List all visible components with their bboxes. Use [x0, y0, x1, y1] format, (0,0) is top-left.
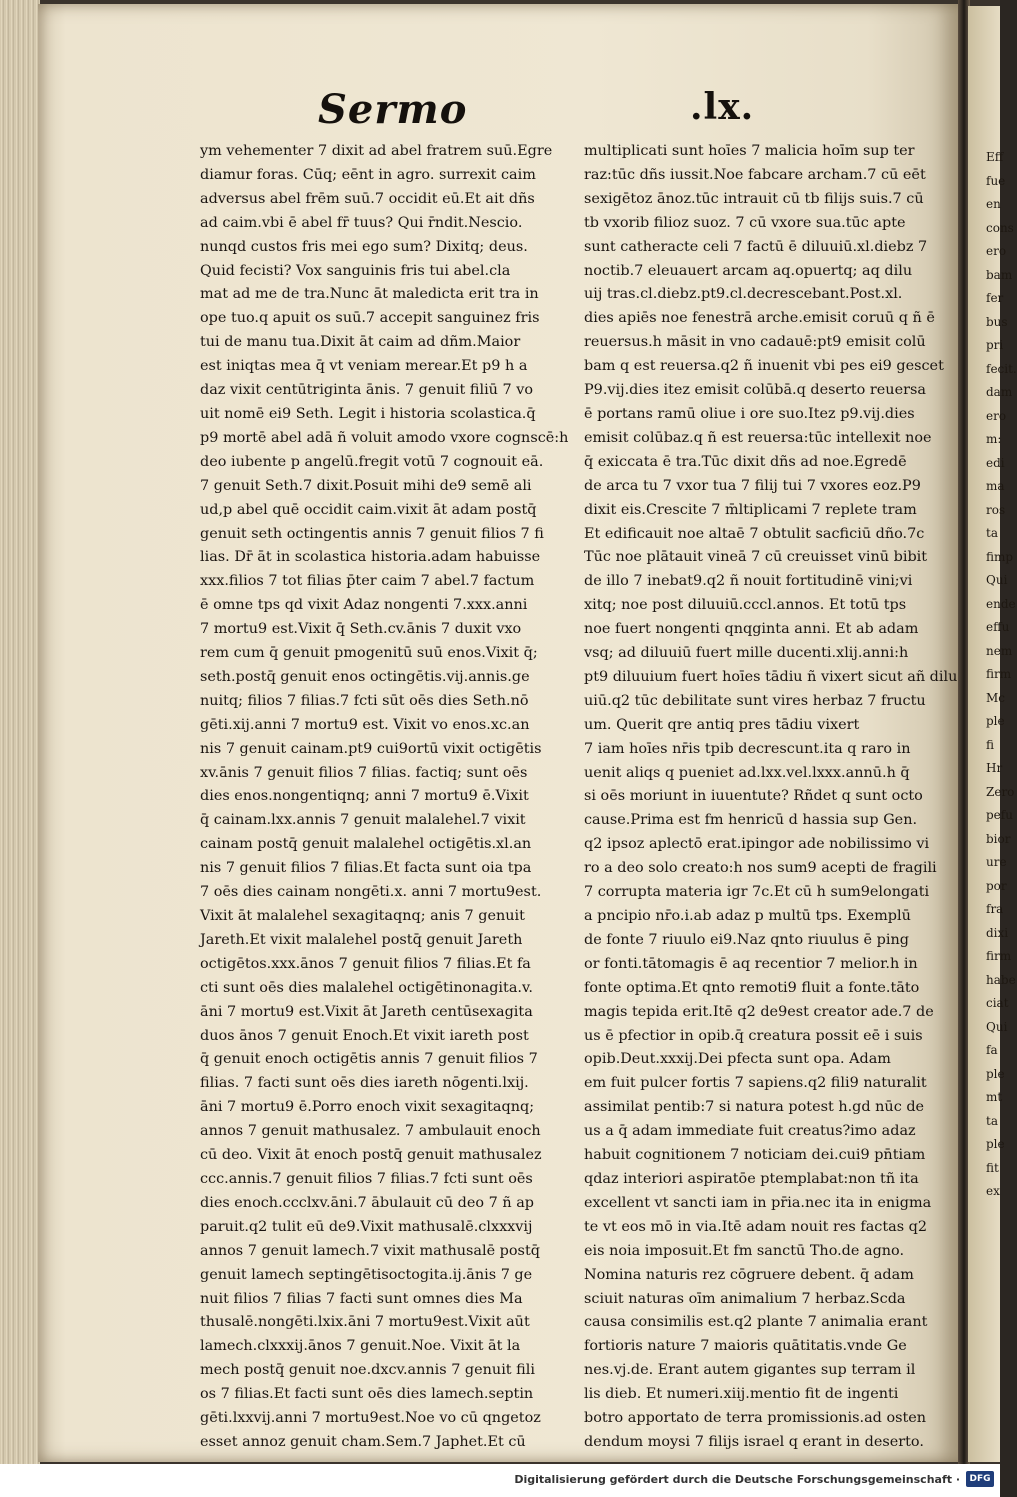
text-line: emisit colūbaz.q ñ est reuersa:tūc intellexit noe	[584, 429, 932, 446]
text-line: em fuit pulcer fortis 7 sapiens.q2 fili9 naturalit	[584, 1075, 927, 1092]
text-line: Quid fecisti? Vox sanguinis fris tui abel.cla	[200, 262, 511, 279]
text-line: thusalē.nongēti.lxix.āni 7 mortu9est.Vixit aūt	[200, 1314, 530, 1331]
text-line: cū deo. Vixit āt enoch postq̄ genuit mathusalez	[200, 1147, 542, 1164]
text-line: vsq; ad diluuiū fuert mille ducenti.xlij.anni:h	[584, 645, 909, 662]
text-line: de fonte 7 riuulo ei9.Naz qnto riuulus ē ping	[584, 931, 909, 948]
text-line: uij tras.cl.diebz.pt9.cl.decrescebant.Post.xl.	[584, 286, 903, 303]
text-line: qdaz interiori aspiratōe ptemplabat:non tñ ita	[584, 1170, 919, 1187]
text-line: dixit eis.Crescite 7 m̄ltiplicami 7 replete tram	[584, 501, 917, 518]
text-line: um. Querit qre antiq pres tādiu vixert	[584, 716, 860, 733]
text-line: fortioris nature 7 maioris quātitatis.vnde Ge	[584, 1338, 907, 1355]
text-line: nis 7 genuit filios 7 filias.Et facta sunt oia tpa	[200, 860, 532, 877]
text-column-right	[584, 140, 958, 1455]
text-line: us a q̄ adam immediate fuit creatus?imo adaz	[584, 1123, 916, 1140]
text-line: tb vxorib filioz suoz. 7 cū vxore sua.tūc apte	[584, 214, 906, 231]
text-line: adversus abel frēm suū.7 occidit eū.Et ait dñs	[200, 190, 535, 207]
text-line: cause.Prima est fm henricū d hassia sup Gen.	[584, 812, 918, 829]
text-line: sunt catheracte celi 7 factū ē diluuiū.xl.diebz 7	[584, 238, 928, 255]
text-line: nuitq; filios 7 filias.7 fcti sūt oēs dies Seth.nō	[200, 692, 529, 709]
text-line: dendum moysi 7 filijs israel q erant in deserto.	[584, 1433, 924, 1450]
text-line: de illo 7 inebat9.q2 ñ nouit fortitudinē vini;vi	[584, 573, 913, 590]
book-page-edges	[0, 0, 40, 1464]
text-line: q̄ cainam.lxx.annis 7 genuit malalehel.7 vixit	[200, 812, 526, 829]
text-line: assimilat pentib:7 si natura potest h.gd nūc de	[584, 1099, 925, 1116]
text-line: ro a deo solo creato:h nos sum9 acepti de fragili	[584, 860, 937, 877]
text-line: 7 iam hoīes nr̄is tpib decrescunt.ita q raro in	[584, 740, 911, 757]
text-line: dies enoch.ccclxv.āni.7 ābulauit cū deo 7 ñ ap	[200, 1194, 534, 1211]
text-line: ud,p abel quē occidit caim.vixit āt adam postq̄	[200, 501, 537, 518]
text-line: gēti.xij.anni 7 mortu9 est. Vixit vo enos.xc.an	[200, 716, 530, 733]
text-line: deo iubente p angelū.fregit votū 7 cognouit eā.	[200, 453, 544, 470]
text-column-left	[200, 140, 569, 1455]
text-line: paruit.q2 tulit eū de9.Vixit mathusalē.clxxxvij	[200, 1218, 533, 1235]
text-line: nis 7 genuit cainam.pt9 cui9ortū vixit octigētis	[200, 740, 542, 757]
text-line: bam q est reuersa.q2 ñ inuenit vbi pes ei9 gescet	[584, 358, 944, 375]
text-line: cainam postq̄ genuit malalehel octigētis.xl.an	[200, 836, 532, 853]
facing-page-fragment	[968, 6, 1017, 1462]
text-line: us ē pfectior in opib.q̄ creatura possit eē i suis	[584, 1027, 923, 1044]
text-line: opib.Deut.xxxij.Dei pfecta sunt opa. Adam	[584, 1051, 891, 1068]
text-line: est iniqtas mea q̄ vt veniam merear.Et p9 h a	[200, 358, 528, 375]
text-line: noctib.7 eleuauert arcam aq.opuertq; aq dilu	[584, 262, 913, 279]
text-line: te vt eos mō in via.Itē adam nouit res factas q2	[584, 1218, 928, 1235]
text-line: Tūc noe plātauit vineā 7 cū creuisset vinū bibit	[584, 549, 928, 566]
text-line: lis dieb. Et numeri.xiij.mentio fit de ingenti	[584, 1386, 899, 1403]
text-line: botro apportato de terra promissionis.ad osten	[584, 1410, 927, 1427]
text-line: Jareth.Et vixit malalehel postq̄ genuit Jareth	[200, 931, 523, 948]
text-line: octigētos.xxx.ānos 7 genuit filios 7 filias.Et fa	[200, 955, 531, 972]
text-line: Nomina naturis rez cōgruere debent. q̄ adam	[584, 1266, 914, 1283]
text-line: sexigētoz ānoz.tūc intrauit cū tb filijs suis.7 cū	[584, 190, 924, 207]
text-line: xv.ānis 7 genuit filios 7 filias. factiq; sunt oēs	[200, 764, 528, 781]
text-line: reuersus.h māsit in vno cadauē:pt9 emisit colū	[584, 334, 926, 351]
text-line: seth.postq̄ genuit enos octingētis.vij.annis.ge	[200, 668, 530, 685]
text-line: xitq; noe post diluuiū.cccl.annos. Et totū tps	[584, 597, 907, 614]
text-line: ē portans ramū oliue i ore suo.Itez p9.vij.dies	[584, 405, 915, 422]
text-line: or fonti.tātomagis ē aq recentior 7 melior.h in	[584, 955, 918, 972]
text-line: uiū.q2 tūc debilitate sunt vires herbaz 7 fructu	[584, 692, 926, 709]
facing-page-text: Eff fue en cons ero bam fer bus pri fecit. dam ero m: edi ma ros ta fimp Qui ende effu nem firm Mc ple fi Hr Zero pefu bior ure por fra dixi firm habe ciat Qui fa ple mt ta ple fit ex	[986, 150, 1017, 1198]
text-line: mat ad me de tra.Nunc āt maledicta erit tra in	[200, 286, 539, 303]
text-line: causa consimilis est.q2 plante 7 animalia erant	[584, 1314, 928, 1331]
text-line: noe fuert nongenti qnqginta anni. Et ab adam	[584, 621, 919, 638]
text-line: sciuit naturas oīm animalium 7 herbaz.Scda	[584, 1290, 906, 1307]
text-line: os 7 filias.Et facti sunt oēs dies lamech.septin	[200, 1386, 534, 1403]
text-line: daz vixit centūtriginta ānis. 7 genuit filiū 7 vo	[200, 382, 534, 399]
text-line: gēti.lxxvij.anni 7 mortu9est.Noe vo cū qngetoz	[200, 1410, 541, 1427]
text-line: pt9 diluuium fuert hoīes tādiu ñ vixert sicut añ dilu	[584, 668, 958, 685]
running-head-right: .lx.	[690, 86, 755, 128]
text-line: genuit seth octingentis annis 7 genuit filios 7 fi	[200, 525, 544, 542]
text-line: q2 ipsoz aplectō erat.ipingor ade nobilissimo vi	[584, 836, 930, 853]
text-line: ad caim.vbi ē abel fr̄ tuus? Qui r̄ndit.Nescio.	[200, 214, 523, 231]
text-line: q̄ genuit enoch octigētis annis 7 genuit filios 7	[200, 1051, 538, 1068]
text-line: lamech.clxxxij.ānos 7 genuit.Noe. Vixit āt la	[200, 1338, 521, 1355]
text-line: cti sunt oēs dies malalehel octigētinonagita.v.	[200, 979, 533, 996]
dfg-logo-icon: DFG	[966, 1471, 994, 1487]
text-line: fonte optima.Et qnto remoti9 fluit a fonte.tāto	[584, 979, 920, 996]
text-line: magis tepida erit.Itē q2 de9est creator ade.7 de	[584, 1003, 934, 1020]
text-line: ē omne tps qd vixit Adaz nongenti 7.xxx.anni	[200, 597, 528, 614]
footer-credit: Digitalisierung gefördert durch die Deutsche Forschungsgemeinschaft ·	[514, 1473, 960, 1486]
text-line: annos 7 genuit lamech.7 vixit mathusalē postq̄	[200, 1242, 540, 1259]
text-line: habuit cognitionem 7 noticiam dei.cui9 pn̄tiam	[584, 1147, 926, 1164]
text-line: ope tuo.q apuit os suū.7 accepit sanguinez fris	[200, 310, 540, 327]
text-line: dies apiēs noe fenestrā arche.emisit coruū q ñ ē	[584, 310, 935, 327]
text-line: si oēs moriunt in iuuentute? Rñdet q sunt octo	[584, 788, 923, 805]
text-line: nunqd custos fris mei ego sum? Dixitq; deus.	[200, 238, 528, 255]
text-line: multiplicati sunt hoīes 7 malicia hoīm sup ter	[584, 143, 915, 159]
text-line: āni 7 mortu9 ē.Porro enoch vixit sexagitaqnq;	[200, 1099, 535, 1116]
text-line: rem cum q̄ genuit pmogenitū suū enos.Vixit q̄;	[200, 645, 538, 662]
text-line: mech postq̄ genuit noe.dxcv.annis 7 genuit fili	[200, 1362, 535, 1379]
text-line: a pncipio nr̄o.i.ab adaz p multū tps. Exemplū	[584, 908, 911, 924]
text-line: 7 oēs dies cainam nongēti.x. anni 7 mortu9est.	[200, 884, 542, 901]
text-line: esset annoz genuit cham.Sem.7 Japhet.Et cū	[200, 1433, 526, 1450]
text-line: uit nomē ei9 Seth. Legit i historia scolastica.q̄	[200, 405, 536, 422]
text-line: duos ānos 7 genuit Enoch.Et vixit iareth post	[200, 1027, 529, 1044]
text-line: tui de manu tua.Dixit āt caim ad dñm.Maior	[200, 334, 521, 351]
text-line: excellent vt sancti iam in pr̄ia.nec ita in enigma	[584, 1194, 932, 1211]
text-line: 7 genuit Seth.7 dixit.Posuit mihi de9 semē ali	[200, 477, 532, 494]
text-line: de arca tu 7 vxor tua 7 filij tui 7 vxores eoz.P9	[584, 477, 921, 494]
text-line: āni 7 mortu9 est.Vixit āt Jareth centūsexagita	[200, 1003, 533, 1020]
text-line: 7 corrupta materia igr 7c.Et cū h sum9elongati	[584, 884, 930, 901]
running-head-left: Sermo	[318, 86, 468, 133]
text-line: nes.vj.de. Erant autem gigantes sup terram il	[584, 1362, 916, 1379]
text-line: dies enos.nongentiqnq; anni 7 mortu9 ē.Vixit	[200, 788, 529, 805]
text-line: annos 7 genuit mathusalez. 7 ambulauit enoch	[200, 1123, 541, 1140]
text-line: P9.vij.dies itez emisit colūbā.q deserto reuersa	[584, 382, 926, 399]
text-line: p9 mortē abel adā ñ voluit amodo vxore cognscē:h	[200, 429, 569, 446]
text-line: ccc.annis.7 genuit filios 7 filias.7 fcti sunt oēs	[200, 1170, 533, 1187]
text-line: lias. Dr̄ āt in scolastica historia.adam habuisse	[200, 549, 541, 566]
text-line: Vixit āt malalehel sexagitaqnq; anis 7 genuit	[200, 908, 525, 924]
text-line: 7 mortu9 est.Vixit q̄ Seth.cv.ānis 7 duxit vxo	[200, 621, 522, 638]
text-line: filias. 7 facti sunt oēs dies iareth nōgenti.lxij.	[200, 1075, 529, 1092]
text-line: xxx.filios 7 tot filias p̄ter caim 7 abel.7 factum	[200, 573, 535, 590]
text-line: raz:tūc dñs iussit.Noe fabcare archam.7 cū eēt	[584, 166, 926, 183]
text-line: q̄ exiccata ē tra.Tūc dixit dñs ad noe.Egredē	[584, 453, 907, 470]
text-line: genuit lamech septingētisoctogita.ij.ānis 7 ge	[200, 1266, 533, 1283]
text-line: uenit aliqs q pueniet ad.lxx.vel.lxxx.annū.h q̄	[584, 764, 910, 781]
digitization-footer	[0, 1464, 1000, 1497]
text-line: eis noia imposuit.Et fm sanctū Tho.de agno.	[584, 1242, 905, 1259]
text-line: nuit filios 7 filias 7 facti sunt omnes dies Ma	[200, 1290, 523, 1307]
text-line: ym vehementer 7 dixit ad abel fratrem suū.Egre	[200, 143, 553, 159]
text-line: Et edificauit noe altaē 7 obtulit sacficiū dño.7c	[584, 525, 925, 542]
text-line: diamur foras. Cūq; eēnt in agro. surrexit caim	[200, 166, 536, 183]
